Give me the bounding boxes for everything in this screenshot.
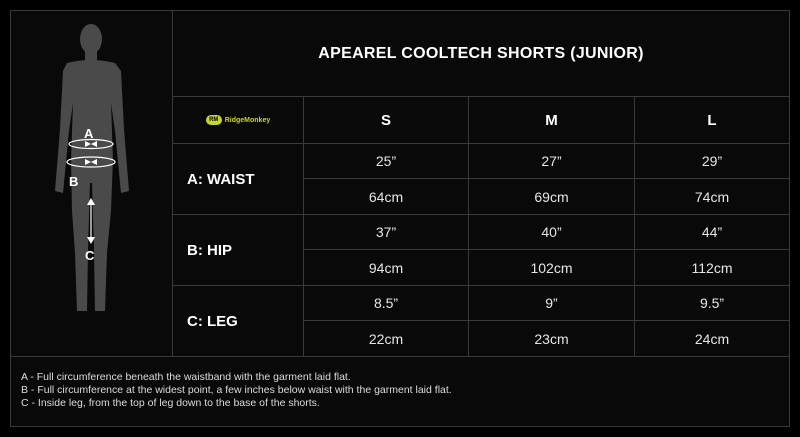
waist-s-inches: 25”: [304, 144, 469, 179]
waist-s-cm: 64cm: [304, 179, 469, 215]
brand-logo-cell: [173, 97, 304, 144]
waist-l-cm: 74cm: [635, 179, 789, 215]
leg-m-cm: 23cm: [469, 321, 635, 356]
size-header-l: L: [635, 97, 789, 144]
hip-l-cm: 112cm: [635, 250, 789, 286]
leg-l-cm: 24cm: [694, 330, 730, 347]
hip-m-cm: 102cm: [469, 250, 635, 286]
size-header-m: M: [469, 97, 635, 144]
waist-l-inches: 29”: [635, 144, 789, 179]
note-a: A - Full circumference beneath the waistband with the garment laid flat.: [21, 371, 351, 383]
measurement-notes: [11, 356, 789, 426]
size-chart: [10, 10, 790, 427]
leg-s-inches: 8.5”: [304, 286, 469, 321]
note-b: B - Full circumference at the widest point, a few inches below waist with the garment laid flat.: [21, 384, 452, 396]
brand-badge-icon: RM: [206, 115, 222, 125]
marker-c: C: [85, 248, 95, 263]
row-label-waist: A: WAIST: [173, 144, 304, 215]
brand-logo-text: RidgeMonkey: [224, 116, 271, 124]
body-figure-panel: [11, 11, 173, 356]
hip-l-inches: 44”: [635, 215, 789, 250]
page-title: APEAREL COOLTECH SHORTS (JUNIOR): [318, 44, 644, 62]
waist-m-cm: 69cm: [469, 179, 635, 215]
waist-m-inches: 27”: [469, 144, 635, 179]
marker-a: A: [84, 126, 94, 141]
hip-m-inches: 40”: [469, 215, 635, 250]
row-label-leg: C: LEG: [173, 286, 304, 356]
leg-s-cm: 22cm: [304, 321, 469, 356]
body-silhouette-icon: [11, 11, 172, 356]
marker-b: B: [69, 174, 79, 189]
hip-s-cm: 94cm: [304, 250, 469, 286]
hip-s-inches: 37”: [304, 215, 469, 250]
brand-logo: [206, 115, 271, 125]
row-label-hip: B: HIP: [173, 215, 304, 286]
note-c: C - Inside leg, from the top of leg down to the base of the shorts.: [21, 397, 320, 409]
leg-l-inches: 9.5”: [635, 286, 789, 321]
leg-m-inches: 9”: [469, 286, 635, 321]
size-header-s: S: [304, 97, 469, 144]
chart-title-row: [173, 11, 789, 97]
size-table: [173, 97, 789, 356]
